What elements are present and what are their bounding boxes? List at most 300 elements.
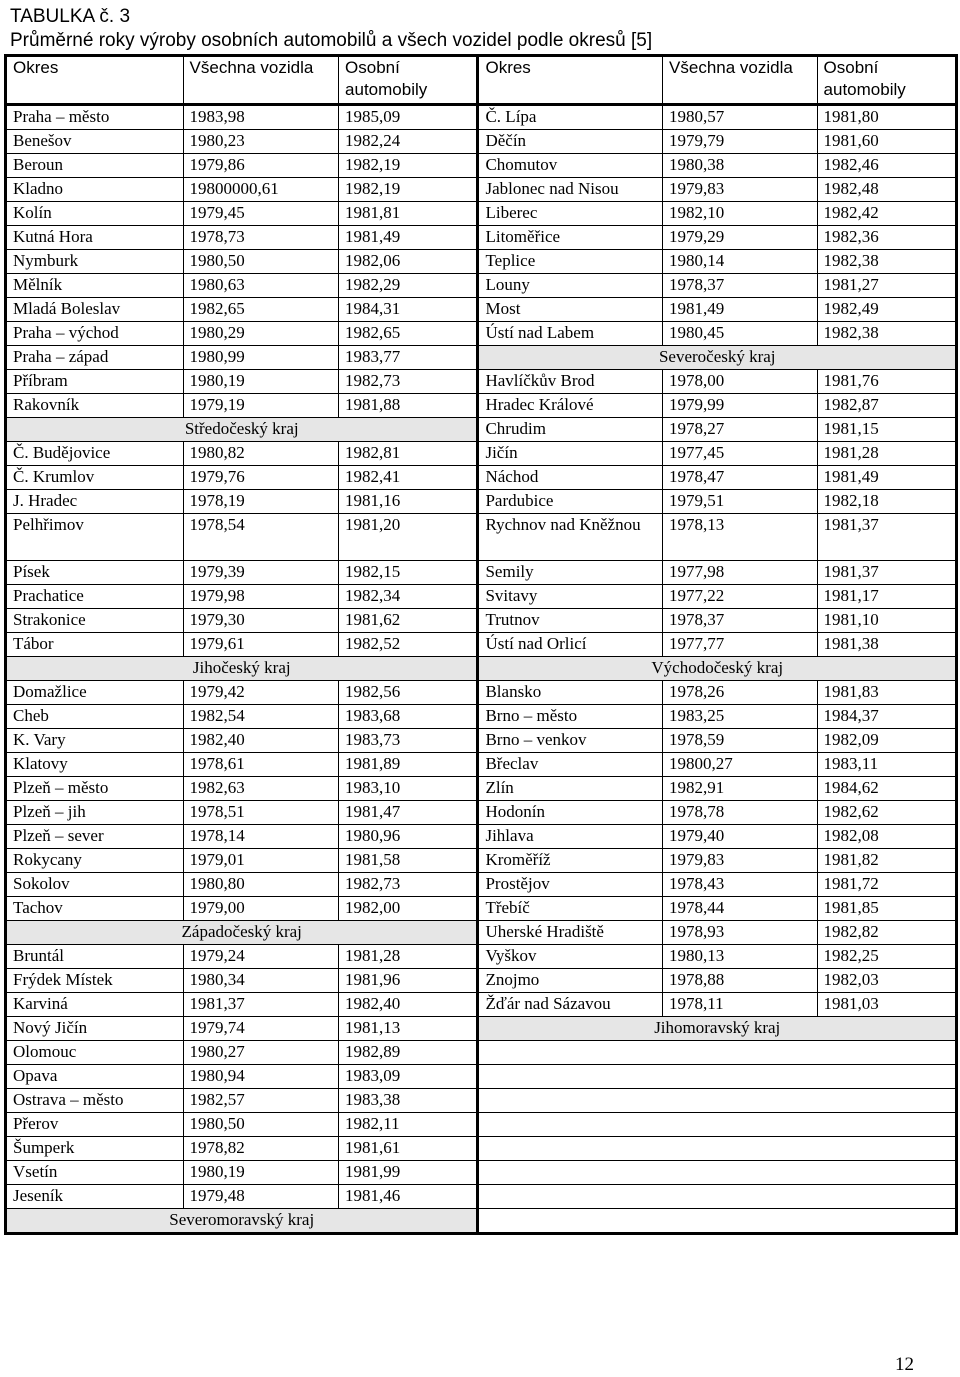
vehicle-age-table bbox=[4, 54, 958, 1235]
table-row bbox=[6, 1209, 957, 1234]
district-cell: Svitavy bbox=[478, 585, 663, 609]
all-vehicles-cell: 1980,19 bbox=[183, 1161, 338, 1185]
table-title: Průměrné roky výroby osobních automobilů a všech vozidel podle okresů [5] bbox=[10, 30, 653, 51]
district-cell: Kolín bbox=[6, 202, 184, 226]
header-district-right: Okres bbox=[478, 56, 663, 105]
cars-cell: 1981,16 bbox=[339, 490, 478, 514]
district-cell: Litoměřice bbox=[478, 226, 663, 250]
cars-cell: 1982,40 bbox=[339, 993, 478, 1017]
all-vehicles-cell: 1980,29 bbox=[183, 322, 338, 346]
all-vehicles-cell: 1980,50 bbox=[183, 250, 338, 274]
district-cell: Opava bbox=[6, 1065, 184, 1089]
table-row bbox=[6, 921, 957, 945]
header-cars-right: Osobní automobily bbox=[817, 56, 956, 105]
region-header: Jihomoravský kraj bbox=[478, 1017, 957, 1041]
table-row bbox=[6, 849, 957, 873]
region-header: Středočeský kraj bbox=[6, 418, 478, 442]
all-vehicles-cell: 1982,40 bbox=[183, 729, 338, 753]
cars-cell: 1982,82 bbox=[817, 921, 956, 945]
district-cell: Rokycany bbox=[6, 849, 184, 873]
district-cell: Pelhřimov bbox=[6, 514, 184, 561]
district-cell: Frýdek Místek bbox=[6, 969, 184, 993]
table-row bbox=[6, 561, 957, 585]
cars-cell: 1982,08 bbox=[817, 825, 956, 849]
all-vehicles-cell: 1977,22 bbox=[663, 585, 817, 609]
district-cell: Louny bbox=[478, 274, 663, 298]
all-vehicles-cell: 1982,54 bbox=[183, 705, 338, 729]
cars-cell: 1981,96 bbox=[339, 969, 478, 993]
table-row bbox=[6, 418, 957, 442]
cars-cell: 1982,89 bbox=[339, 1041, 478, 1065]
all-vehicles-cell: 1980,80 bbox=[183, 873, 338, 897]
cars-cell: 1981,83 bbox=[817, 681, 956, 705]
cars-cell: 1982,56 bbox=[339, 681, 478, 705]
cars-cell: 1984,37 bbox=[817, 705, 956, 729]
district-cell: Tábor bbox=[6, 633, 184, 657]
district-cell: Praha – město bbox=[6, 105, 184, 130]
all-vehicles-cell: 1981,49 bbox=[663, 298, 817, 322]
table-row bbox=[6, 274, 957, 298]
district-cell: Domažlice bbox=[6, 681, 184, 705]
region-header: Východočeský kraj bbox=[478, 657, 957, 681]
table-row bbox=[6, 466, 957, 490]
table-row bbox=[6, 1113, 957, 1137]
all-vehicles-cell: 1982,63 bbox=[183, 777, 338, 801]
all-vehicles-cell: 1978,54 bbox=[183, 514, 338, 561]
all-vehicles-cell: 1982,65 bbox=[183, 298, 338, 322]
all-vehicles-cell: 1981,37 bbox=[183, 993, 338, 1017]
all-vehicles-cell: 1979,51 bbox=[663, 490, 817, 514]
district-cell: Mladá Boleslav bbox=[6, 298, 184, 322]
table-row bbox=[6, 753, 957, 777]
table-row bbox=[6, 897, 957, 921]
district-cell: Prostějov bbox=[478, 873, 663, 897]
region-header: Severomoravský kraj bbox=[6, 1209, 478, 1234]
cars-cell: 1981,99 bbox=[339, 1161, 478, 1185]
cars-cell: 1982,38 bbox=[817, 250, 956, 274]
cars-cell: 1981,20 bbox=[339, 514, 478, 561]
all-vehicles-cell: 1979,74 bbox=[183, 1017, 338, 1041]
cars-cell: 1984,31 bbox=[339, 298, 478, 322]
cars-cell: 1980,96 bbox=[339, 825, 478, 849]
table-row bbox=[6, 105, 957, 130]
district-cell: Praha – východ bbox=[6, 322, 184, 346]
table-row bbox=[6, 1065, 957, 1089]
all-vehicles-cell: 1978,44 bbox=[663, 897, 817, 921]
cars-cell: 1981,47 bbox=[339, 801, 478, 825]
district-cell: Cheb bbox=[6, 705, 184, 729]
all-vehicles-cell: 1978,61 bbox=[183, 753, 338, 777]
table-row bbox=[6, 729, 957, 753]
table-row bbox=[6, 633, 957, 657]
table-row bbox=[6, 130, 957, 154]
table-row bbox=[6, 370, 957, 394]
cars-cell: 1981,28 bbox=[339, 945, 478, 969]
table-row bbox=[6, 705, 957, 729]
all-vehicles-cell: 1979,19 bbox=[183, 394, 338, 418]
table-row bbox=[6, 993, 957, 1017]
cars-cell: 1983,11 bbox=[817, 753, 956, 777]
cars-cell: 1983,73 bbox=[339, 729, 478, 753]
district-cell: K. Vary bbox=[6, 729, 184, 753]
header-row bbox=[6, 56, 957, 105]
cars-cell: 1981,58 bbox=[339, 849, 478, 873]
district-cell: Přerov bbox=[6, 1113, 184, 1137]
cars-cell: 1982,09 bbox=[817, 729, 956, 753]
district-cell: Kutná Hora bbox=[6, 226, 184, 250]
all-vehicles-cell: 1980,27 bbox=[183, 1041, 338, 1065]
table-row bbox=[6, 1089, 957, 1113]
district-cell: Třebíč bbox=[478, 897, 663, 921]
cars-cell: 1981,89 bbox=[339, 753, 478, 777]
region-header: Severočeský kraj bbox=[478, 346, 957, 370]
district-cell: Beroun bbox=[6, 154, 184, 178]
empty-cell bbox=[478, 1041, 957, 1065]
table-row bbox=[6, 945, 957, 969]
all-vehicles-cell: 1980,38 bbox=[663, 154, 817, 178]
page-number: 12 bbox=[895, 1354, 914, 1375]
all-vehicles-cell: 1978,51 bbox=[183, 801, 338, 825]
cars-cell: 1981,80 bbox=[817, 105, 956, 130]
empty-cell bbox=[478, 1113, 957, 1137]
district-cell: Jablonec nad Nisou bbox=[478, 178, 663, 202]
all-vehicles-cell: 1979,83 bbox=[663, 849, 817, 873]
district-cell: Č. Lípa bbox=[478, 105, 663, 130]
empty-cell bbox=[478, 1089, 957, 1113]
table-row bbox=[6, 777, 957, 801]
district-cell: Prachatice bbox=[6, 585, 184, 609]
cars-cell: 1981,28 bbox=[817, 442, 956, 466]
cars-cell: 1982,19 bbox=[339, 154, 478, 178]
all-vehicles-cell: 1980,14 bbox=[663, 250, 817, 274]
cars-cell: 1981,49 bbox=[817, 466, 956, 490]
cars-cell: 1983,09 bbox=[339, 1065, 478, 1089]
all-vehicles-cell: 1977,45 bbox=[663, 442, 817, 466]
all-vehicles-cell: 1979,24 bbox=[183, 945, 338, 969]
all-vehicles-cell: 1978,14 bbox=[183, 825, 338, 849]
all-vehicles-cell: 1980,13 bbox=[663, 945, 817, 969]
all-vehicles-cell: 1978,37 bbox=[663, 609, 817, 633]
cars-cell: 1982,46 bbox=[817, 154, 956, 178]
table-row bbox=[6, 1137, 957, 1161]
all-vehicles-cell: 1979,99 bbox=[663, 394, 817, 418]
header-all-vehicles-right: Všechna vozidla bbox=[663, 56, 817, 105]
all-vehicles-cell: 1977,98 bbox=[663, 561, 817, 585]
cars-cell: 1981,60 bbox=[817, 130, 956, 154]
cars-cell: 1981,81 bbox=[339, 202, 478, 226]
cars-cell: 1983,38 bbox=[339, 1089, 478, 1113]
district-cell: Rychnov nad Kněžnou bbox=[478, 514, 663, 561]
cars-cell: 1981,49 bbox=[339, 226, 478, 250]
all-vehicles-cell: 1980,63 bbox=[183, 274, 338, 298]
all-vehicles-cell: 1977,77 bbox=[663, 633, 817, 657]
cars-cell: 1981,62 bbox=[339, 609, 478, 633]
district-cell: Děčín bbox=[478, 130, 663, 154]
cars-cell: 1981,13 bbox=[339, 1017, 478, 1041]
all-vehicles-cell: 1980,45 bbox=[663, 322, 817, 346]
header-cars-left: Osobní automobily bbox=[339, 56, 478, 105]
table-row bbox=[6, 154, 957, 178]
district-cell: Karviná bbox=[6, 993, 184, 1017]
all-vehicles-cell: 1978,47 bbox=[663, 466, 817, 490]
cars-cell: 1982,11 bbox=[339, 1113, 478, 1137]
table-row bbox=[6, 1041, 957, 1065]
cars-cell: 1982,18 bbox=[817, 490, 956, 514]
district-cell: Chomutov bbox=[478, 154, 663, 178]
cars-cell: 1982,65 bbox=[339, 322, 478, 346]
district-cell: Brno – město bbox=[478, 705, 663, 729]
cars-cell: 1982,36 bbox=[817, 226, 956, 250]
district-cell: Hodonín bbox=[478, 801, 663, 825]
all-vehicles-cell: 1980,94 bbox=[183, 1065, 338, 1089]
all-vehicles-cell: 1978,59 bbox=[663, 729, 817, 753]
district-cell: Ústí nad Orlicí bbox=[478, 633, 663, 657]
district-cell: Hradec Králové bbox=[478, 394, 663, 418]
cars-cell: 1983,10 bbox=[339, 777, 478, 801]
district-cell: Jihlava bbox=[478, 825, 663, 849]
all-vehicles-cell: 1980,23 bbox=[183, 130, 338, 154]
cars-cell: 1981,85 bbox=[817, 897, 956, 921]
all-vehicles-cell: 1982,10 bbox=[663, 202, 817, 226]
table-row bbox=[6, 178, 957, 202]
cars-cell: 1981,61 bbox=[339, 1137, 478, 1161]
table-row bbox=[6, 801, 957, 825]
district-cell: Uherské Hradiště bbox=[478, 921, 663, 945]
all-vehicles-cell: 1979,48 bbox=[183, 1185, 338, 1209]
empty-cell bbox=[478, 1161, 957, 1185]
all-vehicles-cell: 1979,40 bbox=[663, 825, 817, 849]
district-cell: Olomouc bbox=[6, 1041, 184, 1065]
empty-cell bbox=[478, 1137, 957, 1161]
cars-cell: 1985,09 bbox=[339, 105, 478, 130]
district-cell: Bruntál bbox=[6, 945, 184, 969]
all-vehicles-cell: 1980,50 bbox=[183, 1113, 338, 1137]
district-cell: Havlíčkův Brod bbox=[478, 370, 663, 394]
district-cell: Žďár nad Sázavou bbox=[478, 993, 663, 1017]
district-cell: Břeclav bbox=[478, 753, 663, 777]
all-vehicles-cell: 1980,34 bbox=[183, 969, 338, 993]
table-row bbox=[6, 226, 957, 250]
all-vehicles-cell: 1978,73 bbox=[183, 226, 338, 250]
all-vehicles-cell: 1979,29 bbox=[663, 226, 817, 250]
all-vehicles-cell: 1979,00 bbox=[183, 897, 338, 921]
district-cell: Náchod bbox=[478, 466, 663, 490]
region-header: Jihočeský kraj bbox=[6, 657, 478, 681]
district-cell: Trutnov bbox=[478, 609, 663, 633]
table-row bbox=[6, 322, 957, 346]
cars-cell: 1982,34 bbox=[339, 585, 478, 609]
cars-cell: 1982,48 bbox=[817, 178, 956, 202]
all-vehicles-cell: 1979,30 bbox=[183, 609, 338, 633]
all-vehicles-cell: 1979,61 bbox=[183, 633, 338, 657]
cars-cell: 1982,41 bbox=[339, 466, 478, 490]
cars-cell: 1981,17 bbox=[817, 585, 956, 609]
district-cell: Benešov bbox=[6, 130, 184, 154]
district-cell: Klatovy bbox=[6, 753, 184, 777]
district-cell: Zlín bbox=[478, 777, 663, 801]
cars-cell: 1982,42 bbox=[817, 202, 956, 226]
header-district-left: Okres bbox=[6, 56, 184, 105]
cars-cell: 1981,15 bbox=[817, 418, 956, 442]
district-cell: J. Hradec bbox=[6, 490, 184, 514]
table-body bbox=[6, 56, 957, 1234]
district-cell: Rakovník bbox=[6, 394, 184, 418]
cars-cell: 1981,38 bbox=[817, 633, 956, 657]
cars-cell: 1982,38 bbox=[817, 322, 956, 346]
district-cell: Nymburk bbox=[6, 250, 184, 274]
district-cell: Chrudim bbox=[478, 418, 663, 442]
district-cell: Blansko bbox=[478, 681, 663, 705]
all-vehicles-cell: 1978,13 bbox=[663, 514, 817, 561]
region-header: Západočeský kraj bbox=[6, 921, 478, 945]
cars-cell: 1981,82 bbox=[817, 849, 956, 873]
district-cell: Ústí nad Labem bbox=[478, 322, 663, 346]
district-cell: Nový Jičín bbox=[6, 1017, 184, 1041]
cars-cell: 1982,52 bbox=[339, 633, 478, 657]
table-label: TABULKA č. 3 bbox=[10, 6, 131, 27]
district-cell: Mělník bbox=[6, 274, 184, 298]
cars-cell: 1982,29 bbox=[339, 274, 478, 298]
cars-cell: 1982,15 bbox=[339, 561, 478, 585]
table-row bbox=[6, 250, 957, 274]
cars-cell: 1982,00 bbox=[339, 897, 478, 921]
cars-cell: 1981,37 bbox=[817, 561, 956, 585]
cars-cell: 1981,37 bbox=[817, 514, 956, 561]
all-vehicles-cell: 1979,98 bbox=[183, 585, 338, 609]
all-vehicles-cell: 19800,27 bbox=[663, 753, 817, 777]
empty-cell bbox=[478, 1065, 957, 1089]
district-cell: Tachov bbox=[6, 897, 184, 921]
empty-cell bbox=[478, 1185, 957, 1209]
district-cell: Praha – západ bbox=[6, 346, 184, 370]
all-vehicles-cell: 1978,26 bbox=[663, 681, 817, 705]
district-cell: Brno – venkov bbox=[478, 729, 663, 753]
cars-cell: 1982,19 bbox=[339, 178, 478, 202]
district-cell: Liberec bbox=[478, 202, 663, 226]
all-vehicles-cell: 19800000,61 bbox=[183, 178, 338, 202]
all-vehicles-cell: 1978,19 bbox=[183, 490, 338, 514]
header-all-vehicles-left: Všechna vozidla bbox=[183, 56, 338, 105]
all-vehicles-cell: 1978,00 bbox=[663, 370, 817, 394]
table-row bbox=[6, 969, 957, 993]
all-vehicles-cell: 1979,79 bbox=[663, 130, 817, 154]
cars-cell: 1981,27 bbox=[817, 274, 956, 298]
cars-cell: 1982,24 bbox=[339, 130, 478, 154]
all-vehicles-cell: 1980,82 bbox=[183, 442, 338, 466]
cars-cell: 1982,03 bbox=[817, 969, 956, 993]
all-vehicles-cell: 1983,25 bbox=[663, 705, 817, 729]
all-vehicles-cell: 1983,98 bbox=[183, 105, 338, 130]
district-cell: Šumperk bbox=[6, 1137, 184, 1161]
district-cell: Kroměříž bbox=[478, 849, 663, 873]
district-cell: Most bbox=[478, 298, 663, 322]
cars-cell: 1981,03 bbox=[817, 993, 956, 1017]
district-cell: Sokolov bbox=[6, 873, 184, 897]
table-row bbox=[6, 657, 957, 681]
table-row bbox=[6, 346, 957, 370]
district-cell: Znojmo bbox=[478, 969, 663, 993]
table-row bbox=[6, 514, 957, 561]
all-vehicles-cell: 1979,45 bbox=[183, 202, 338, 226]
district-cell: Č. Krumlov bbox=[6, 466, 184, 490]
district-cell: Jičín bbox=[478, 442, 663, 466]
all-vehicles-cell: 1980,99 bbox=[183, 346, 338, 370]
district-cell: Písek bbox=[6, 561, 184, 585]
cars-cell: 1981,76 bbox=[817, 370, 956, 394]
all-vehicles-cell: 1978,78 bbox=[663, 801, 817, 825]
district-cell: Semily bbox=[478, 561, 663, 585]
cars-cell: 1984,62 bbox=[817, 777, 956, 801]
all-vehicles-cell: 1978,93 bbox=[663, 921, 817, 945]
cars-cell: 1983,68 bbox=[339, 705, 478, 729]
district-cell: Kladno bbox=[6, 178, 184, 202]
all-vehicles-cell: 1978,11 bbox=[663, 993, 817, 1017]
cars-cell: 1982,06 bbox=[339, 250, 478, 274]
district-cell: Příbram bbox=[6, 370, 184, 394]
all-vehicles-cell: 1979,39 bbox=[183, 561, 338, 585]
all-vehicles-cell: 1980,57 bbox=[663, 105, 817, 130]
district-cell: Č. Budějovice bbox=[6, 442, 184, 466]
district-cell: Strakonice bbox=[6, 609, 184, 633]
all-vehicles-cell: 1979,76 bbox=[183, 466, 338, 490]
all-vehicles-cell: 1978,43 bbox=[663, 873, 817, 897]
table-row bbox=[6, 298, 957, 322]
district-cell: Teplice bbox=[478, 250, 663, 274]
cars-cell: 1982,73 bbox=[339, 370, 478, 394]
district-cell: Plzeň – město bbox=[6, 777, 184, 801]
table-row bbox=[6, 1017, 957, 1041]
table-row bbox=[6, 394, 957, 418]
table-row bbox=[6, 585, 957, 609]
all-vehicles-cell: 1980,19 bbox=[183, 370, 338, 394]
all-vehicles-cell: 1978,37 bbox=[663, 274, 817, 298]
cars-cell: 1981,10 bbox=[817, 609, 956, 633]
district-cell: Pardubice bbox=[478, 490, 663, 514]
cars-cell: 1981,46 bbox=[339, 1185, 478, 1209]
cars-cell: 1983,77 bbox=[339, 346, 478, 370]
cars-cell: 1982,81 bbox=[339, 442, 478, 466]
all-vehicles-cell: 1979,83 bbox=[663, 178, 817, 202]
cars-cell: 1981,88 bbox=[339, 394, 478, 418]
all-vehicles-cell: 1979,86 bbox=[183, 154, 338, 178]
table-row bbox=[6, 609, 957, 633]
table-row bbox=[6, 825, 957, 849]
all-vehicles-cell: 1979,01 bbox=[183, 849, 338, 873]
all-vehicles-cell: 1982,57 bbox=[183, 1089, 338, 1113]
district-cell: Plzeň – jih bbox=[6, 801, 184, 825]
all-vehicles-cell: 1978,88 bbox=[663, 969, 817, 993]
district-cell: Jeseník bbox=[6, 1185, 184, 1209]
district-cell: Vyškov bbox=[478, 945, 663, 969]
cars-cell: 1982,87 bbox=[817, 394, 956, 418]
all-vehicles-cell: 1978,27 bbox=[663, 418, 817, 442]
district-cell: Vsetín bbox=[6, 1161, 184, 1185]
district-cell: Ostrava – město bbox=[6, 1089, 184, 1113]
table-row bbox=[6, 442, 957, 466]
cars-cell: 1982,73 bbox=[339, 873, 478, 897]
cars-cell: 1981,72 bbox=[817, 873, 956, 897]
empty-cell bbox=[478, 1209, 957, 1234]
table-row bbox=[6, 1161, 957, 1185]
all-vehicles-cell: 1978,82 bbox=[183, 1137, 338, 1161]
cars-cell: 1982,25 bbox=[817, 945, 956, 969]
cars-cell: 1982,49 bbox=[817, 298, 956, 322]
table-row bbox=[6, 490, 957, 514]
table-row bbox=[6, 873, 957, 897]
cars-cell: 1982,62 bbox=[817, 801, 956, 825]
all-vehicles-cell: 1979,42 bbox=[183, 681, 338, 705]
table-row bbox=[6, 681, 957, 705]
